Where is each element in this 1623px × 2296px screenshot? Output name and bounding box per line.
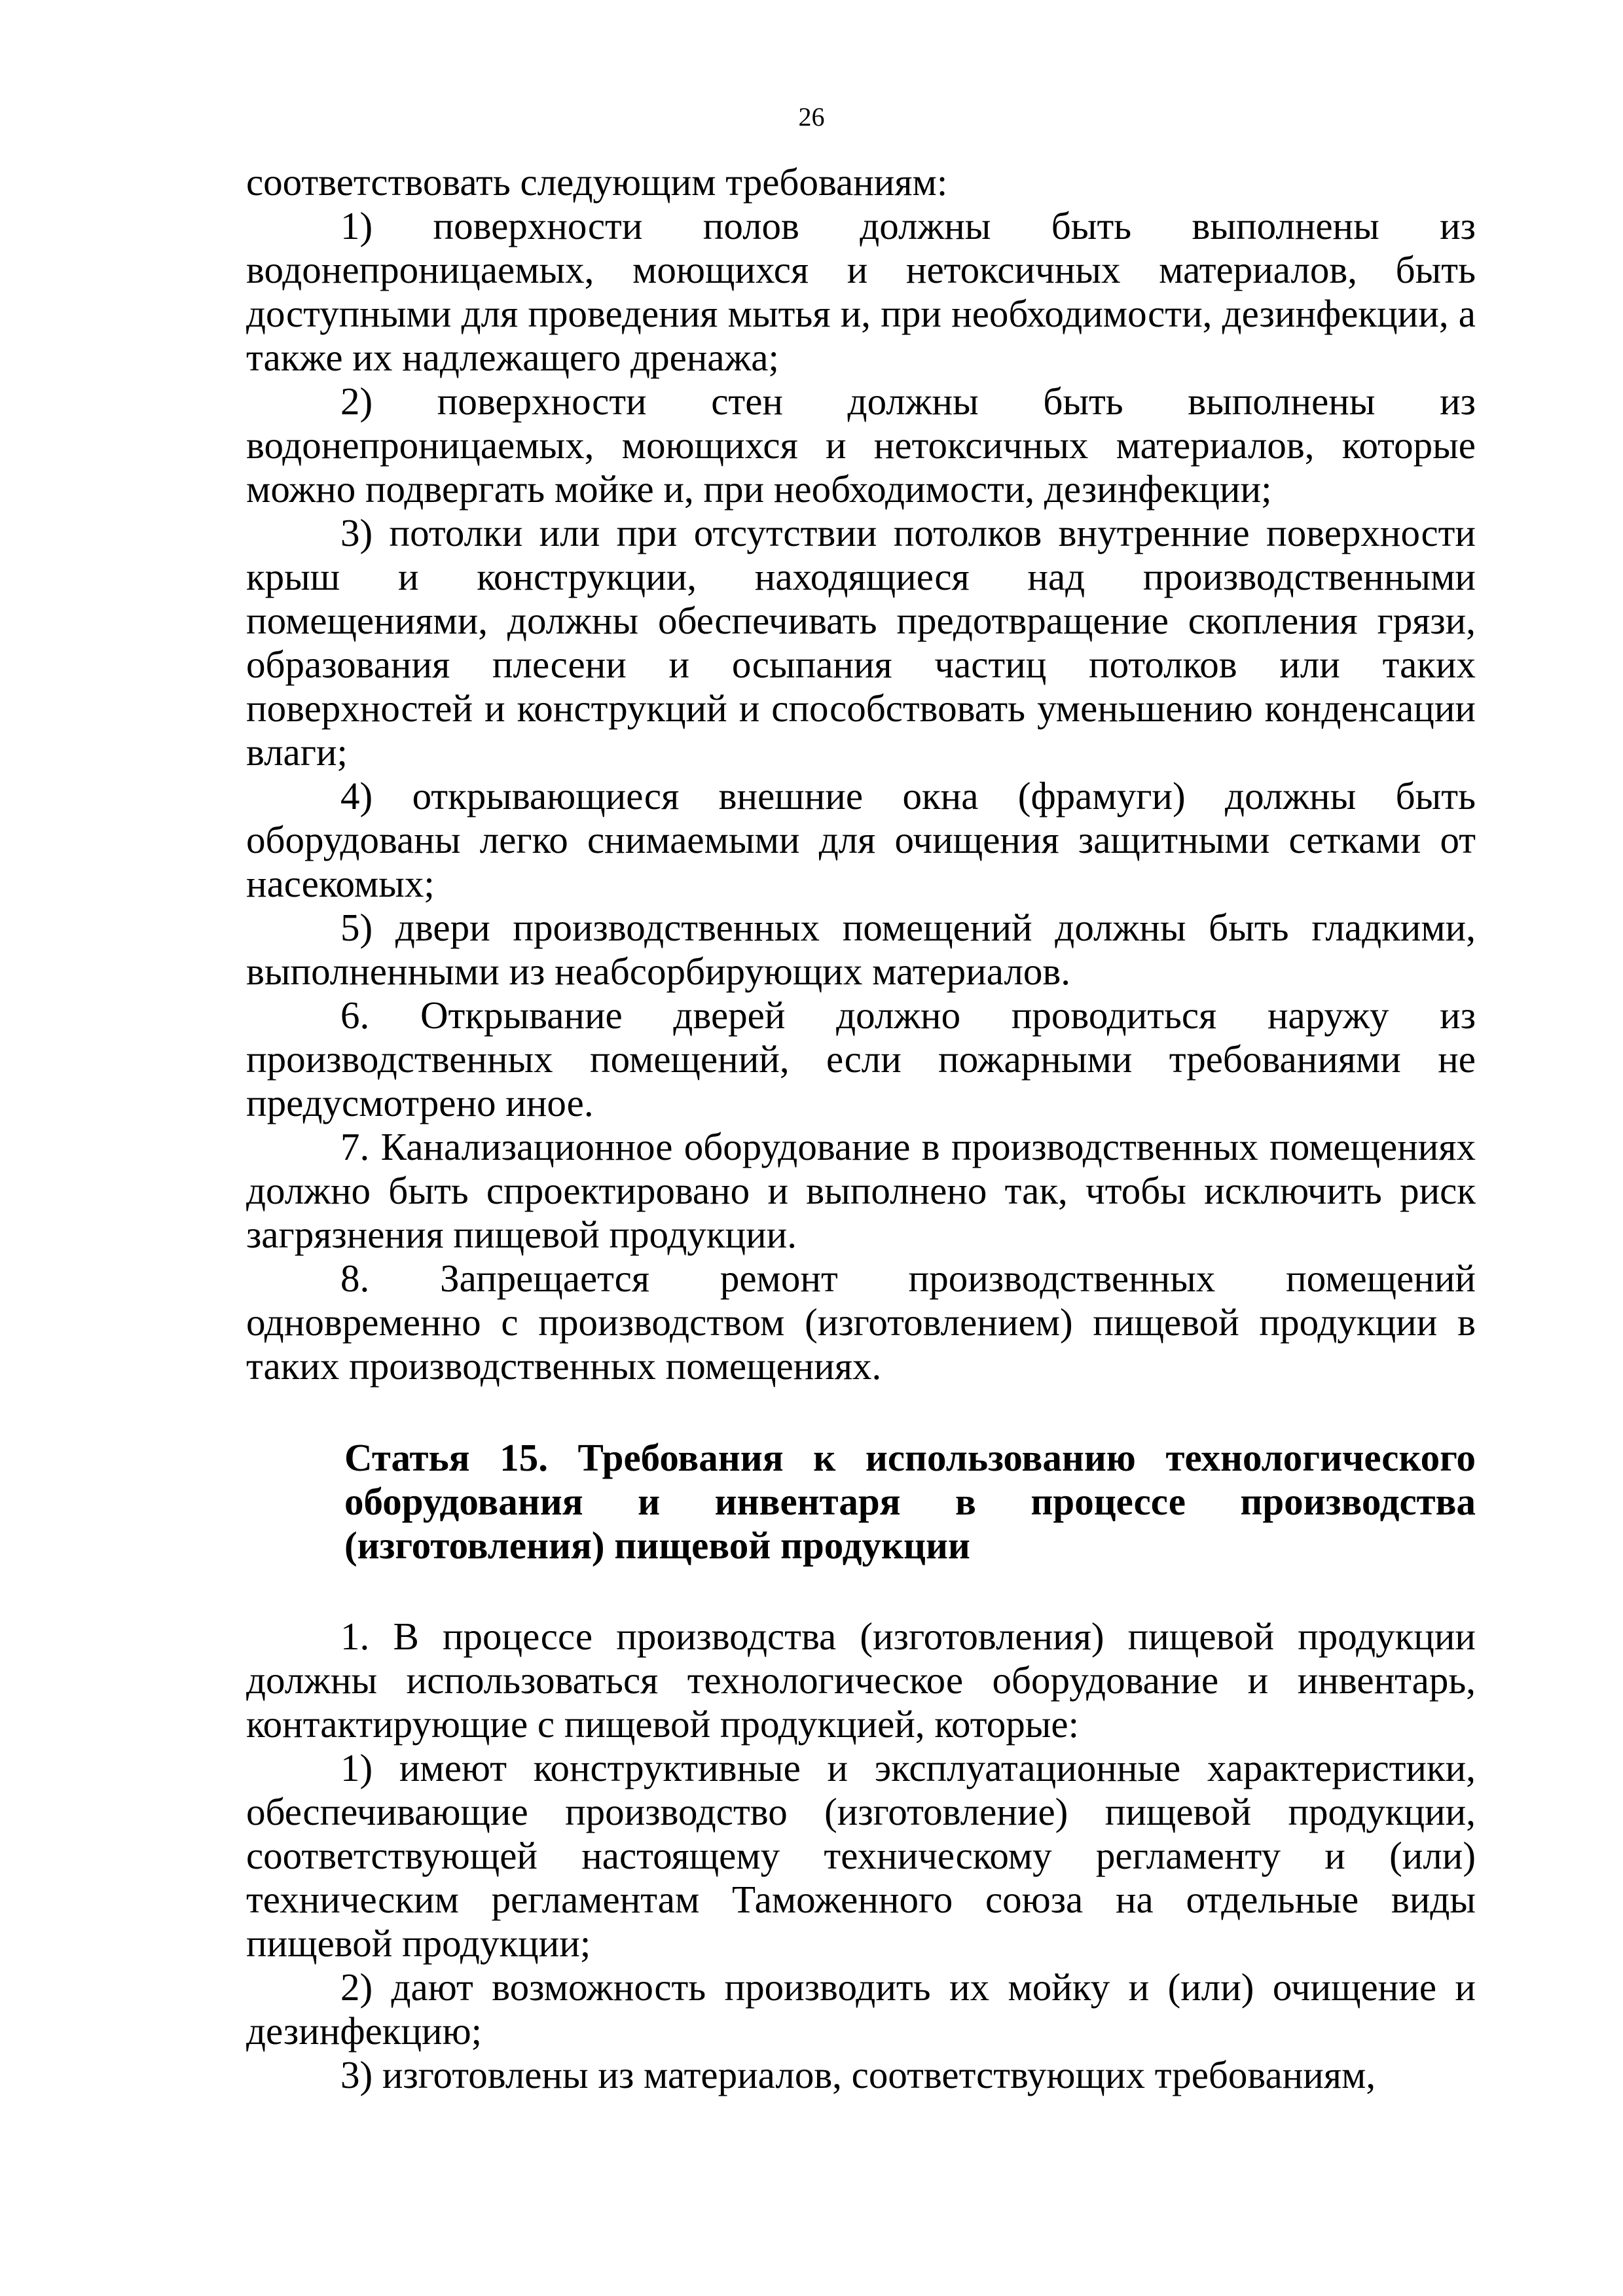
list-item-design: 1) имеют конструктивные и эксплуатационные характеристики, обеспечивающие производство (изготовление) пищевой продукции, соответствующей настоящему техническому регламенту и (или) техническим регламентам Таможенного союза на отдельные виды пищевой продукции;	[246, 1746, 1476, 1965]
list-item-windows: 4) открывающиеся внешние окна (фрамуги) должны быть оборудованы легко снимаемыми для очищения защитными сетками от насекомых;	[246, 774, 1476, 905]
document-body	[246, 160, 1476, 2097]
article-heading: Статья 15. Требования к использованию технологического оборудования и инвентаря в процессе производства (изготовления) пищевой продукции	[344, 1436, 1476, 1567]
clause-8: 8. Запрещается ремонт производственных помещений одновременно с производством (изготовлением) пищевой продукции в таких производственных помещениях.	[246, 1257, 1476, 1388]
list-item-floors: 1) поверхности полов должны быть выполнены из водонепроницаемых, моющихся и нетоксичных материалов, быть доступными для проведения мытья и, при необходимости, дезинфекции, а также их надлежащего дренажа;	[246, 204, 1476, 379]
clause-7: 7. Канализационное оборудование в производственных помещениях должно быть спроектировано и выполнено так, чтобы исключить риск загрязнения пищевой продукции.	[246, 1125, 1476, 1256]
list-item-walls: 2) поверхности стен должны быть выполнены из водонепроницаемых, моющихся и нетоксичных материалов, которые можно подвергать мойке и, при необходимости, дезинфекции;	[246, 380, 1476, 511]
article-clause-1: 1. В процессе производства (изготовления) пищевой продукции должны использоваться технологическое оборудование и инвентарь, контактирующие с пищевой продукцией, которые:	[246, 1615, 1476, 1746]
page-number: 26	[798, 102, 825, 132]
list-item-ceilings: 3) потолки или при отсутствии потолков внутренние поверхности крыш и конструкции, находящиеся над производственными помещениями, должны обеспечивать предотвращение скопления грязи, образования плесени и осыпания частиц потолков или таких поверхностей и конструкций и способствовать уменьшению конденсации влаги;	[246, 511, 1476, 774]
list-item-washing: 2) дают возможность производить их мойку и (или) очищение и дезинфекцию;	[246, 1965, 1476, 2053]
clause-6: 6. Открывание дверей должно проводиться наружу из производственных помещений, если пожарными требованиями не предусмотрено иное.	[246, 994, 1476, 1124]
intro-paragraph: соответствовать следующим требованиям:	[246, 160, 948, 204]
list-item-doors: 5) двери производственных помещений должны быть гладкими, выполненными из неабсорбирующих материалов.	[246, 906, 1476, 993]
list-item-materials: 3) изготовлены из материалов, соответствующих требованиям,	[340, 2053, 1376, 2096]
